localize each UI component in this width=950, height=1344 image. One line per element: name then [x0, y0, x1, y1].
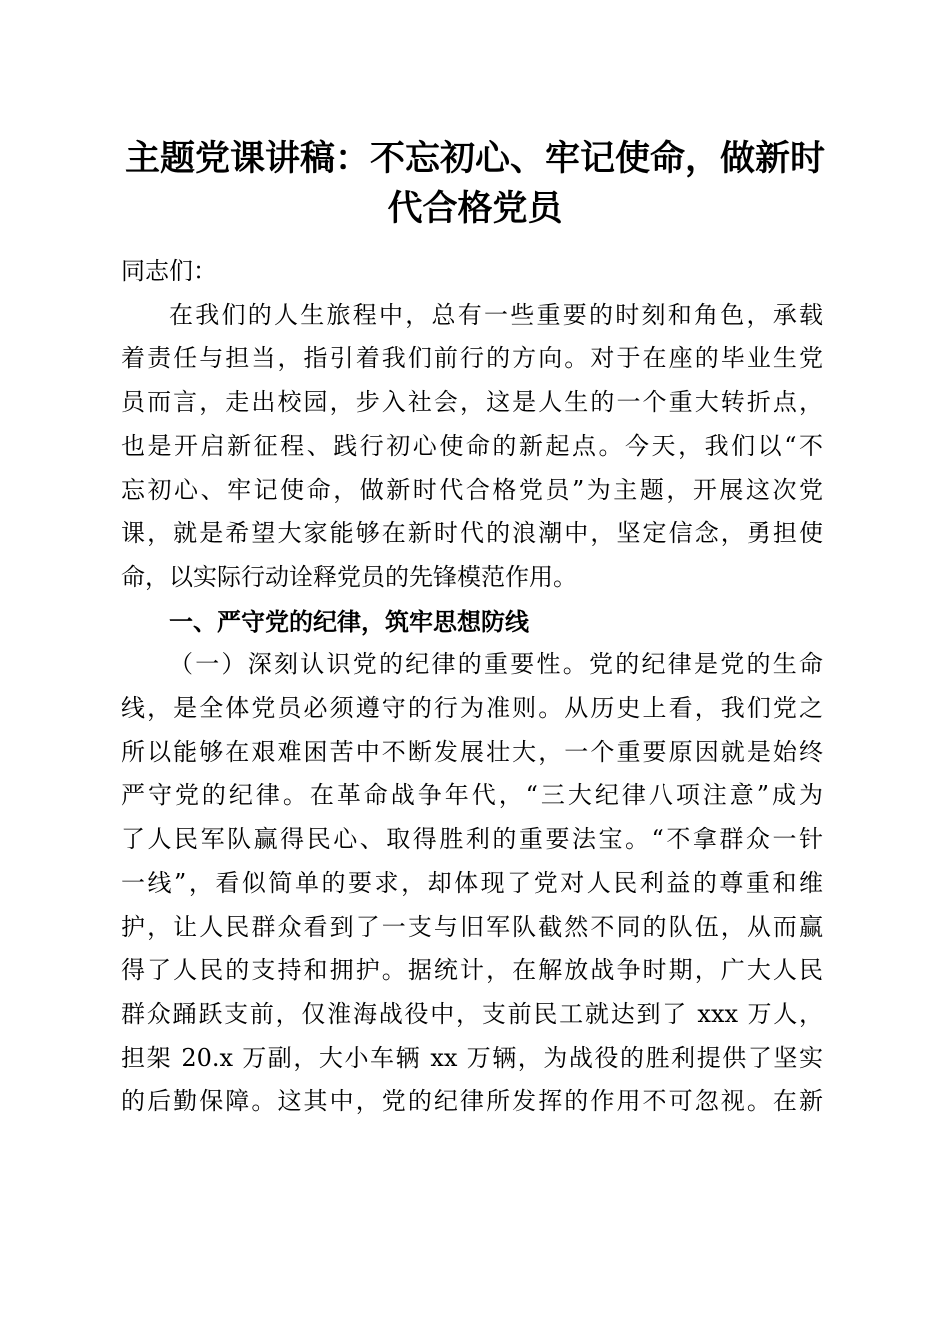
paragraph-line: 所以能够在艰难困苦中不断发展壮大，一个重要原因就是始终 — [121, 737, 823, 766]
title-line-1: 主题党课讲稿：不忘初心、牢记使命，做新时 — [124, 138, 825, 179]
paragraph-line: 命，以实际行动诠释党员的先锋模范作用。 — [121, 562, 577, 591]
paragraph-line: 一线”，看似简单的要求，却体现了党对人民利益的尊重和维 — [121, 868, 823, 897]
title-line-2: 代合格党员 — [387, 188, 563, 229]
paragraph-line: 了人民军队赢得民心、取得胜利的重要法宝。“不拿群众一针 — [121, 825, 823, 854]
paragraph-line: 得了人民的支持和拥护。据统计，在解放战争时期，广大人民 — [121, 956, 823, 985]
section-heading: 一、严守党的纪律，筑牢思想防线 — [169, 606, 529, 636]
paragraph-line: （一）深刻认识党的纪律的重要性。党的纪律是党的生命 — [169, 650, 823, 679]
intro-paragraph — [121, 294, 823, 600]
paragraph-line: 严守党的纪律。在革命战争年代，“三大纪律八项注意”成为 — [121, 781, 823, 810]
paragraph-line: 护，让人民群众看到了一支与旧军队截然不同的队伍，从而赢 — [121, 912, 823, 941]
document-body — [121, 250, 823, 1124]
paragraph-line: 群众踊跃支前，仅淮海战役中，支前民工就达到了 xxx 万人， — [121, 999, 823, 1028]
paragraph-line: 担架 20.x 万副，大小车辆 xx 万辆，为战役的胜利提供了坚实 — [121, 1043, 823, 1072]
paragraph-line: 着责任与担当，指引着我们前行的方向。对于在座的毕业生党 — [121, 344, 823, 373]
paragraph-line: 忘初心、牢记使命，做新时代合格党员”为主题，开展这次党 — [121, 475, 823, 504]
paragraph-line: 员而言，走出校园，步入社会，这是人生的一个重大转折点， — [121, 388, 823, 417]
paragraph-line: 也是开启新征程、践行初心使命的新起点。今天，我们以“不 — [121, 431, 823, 460]
paragraph-line: 线，是全体党员必须遵守的行为准则。从历史上看，我们党之 — [121, 694, 823, 723]
section-1-paragraph — [121, 643, 823, 1124]
document-title — [105, 134, 845, 234]
paragraph-line: 的后勤保障。这其中，党的纪律所发挥的作用不可忽视。在新 — [121, 1087, 823, 1116]
greeting: 同志们： — [121, 257, 217, 285]
paragraph-line: 课，就是希望大家能够在新时代的浪潮中，坚定信念，勇担使 — [121, 519, 823, 548]
paragraph-line: 在我们的人生旅程中，总有一些重要的时刻和角色，承载 — [169, 300, 823, 329]
